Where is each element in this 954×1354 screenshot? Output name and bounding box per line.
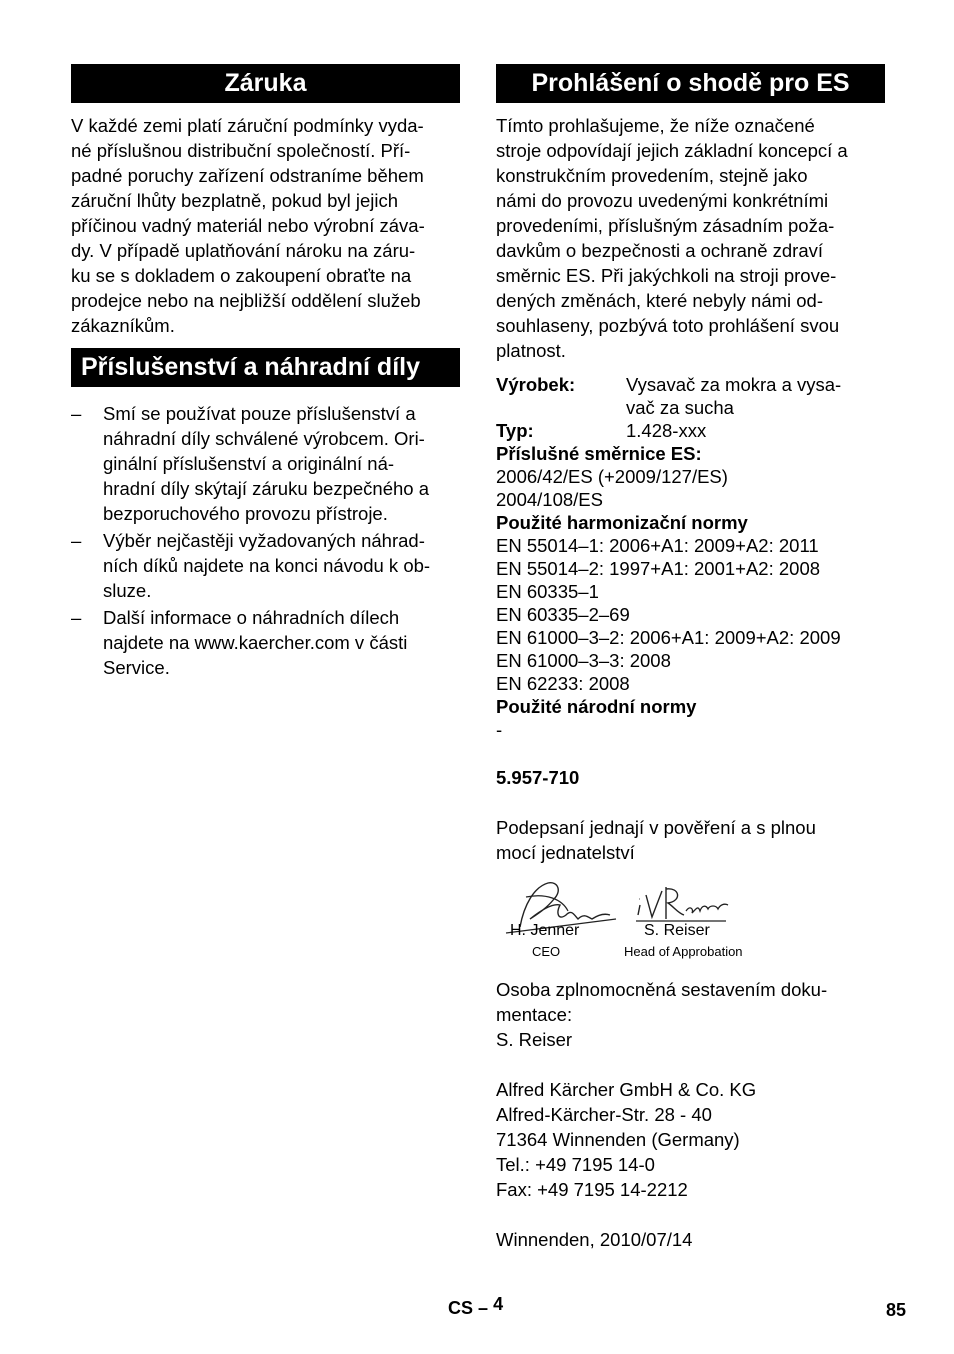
footer-section-label: CS – 4 <box>448 1294 504 1318</box>
left-column <box>71 64 460 682</box>
place-date: Winnenden, 2010/07/14 <box>496 1229 693 1250</box>
accessories-title: Příslušenství a náhradní díly <box>71 348 460 387</box>
authorized-person: Osoba zplnomocněná sestavením doku- mentace: S. Reiser <box>496 979 828 1050</box>
type-row: Typ: 1.428-xxx <box>496 420 707 441</box>
product-details: Výrobek: Vysavač za mokra a vysa- vač za sucha Typ: 1.428-xxx Příslušné směrnice ES: 2006/42/ES (+2009/127/ES) 2004/108/ES Použité harmonizační normy EN 55014–1: 2006+A1: 2009+A2: 2011 EN 55014–2: 1997+A1: 2001+A2: 2008 EN 60335–1 EN 60335–2–69 EN 61000–3–2: 2006+A1: 2009+A2: 2009 EN 61000–3–3: 2008 EN 62233: 2008 Použité národní normy - <box>496 373 885 741</box>
product-row: Výrobek: Vysavač za mokra a vysa- vač za sucha <box>496 374 842 418</box>
signatures <box>496 875 885 965</box>
list-item: – Další informace o náhradních dílech najdete na www.kaercher.com v části Service. <box>71 607 408 678</box>
signatory-name: S. Reiser <box>644 922 710 939</box>
declaration-intro: Tímto prohlašujeme, že níže označené stroje odpovídají jejich základní koncepcí a konstrukčním provedením, stejně jako námi do provozu uvedenými konkrétními provedeními, příslušným zásadním poža- davkům o bezpečnosti a ochraně zdraví směrnic ES. Při jakýchkoli na stroji prove- dených změnách, které nebyly námi od- souhlaseny, pozbývá toto prohlášení svou platnost. <box>496 115 848 361</box>
directives-label: Příslušné směrnice ES: <box>496 443 702 464</box>
national-label: Použité národní normy <box>496 696 697 717</box>
signed-text: Podepsaní jednají v pověření a s plnou mocí jednatelství <box>496 817 816 863</box>
warranty-title: Záruka <box>71 64 460 103</box>
accessories-list <box>71 401 460 680</box>
signatory-name: H. Jenner <box>510 922 580 939</box>
signatory-role: Head of Approbation <box>624 944 743 959</box>
signatory-role: CEO <box>532 944 561 959</box>
doc-number: 5.957-710 <box>496 767 580 788</box>
warranty-text: V každé zemi platí záruční podmínky vyda- né příslušnou distribuční společností. Pří- padné poruchy zařízení odstraníme během záruční lhůty bezplatně, pokud byl jejich příčinou vadný materiál nebo výrobní záva- dy. V případě uplatňování nároku na záru- ku se s dokladem o zakoupení obraťte na prodejce nebo na nejbližší oddělení služeb zákazníkům. <box>71 115 425 336</box>
declaration-title: Prohlášení o shodě pro ES <box>496 64 885 103</box>
list-item: – Výběr nejčastěji vyžadovaných náhrad- ních díků najdete na konci návodu k ob- sluze. <box>71 530 431 601</box>
list-item: – Smí se používat pouze příslušenství a náhradní díly schválené výrobcem. Ori- ginální příslušenství a originální ná- hradní díly skýtají záruku bezpečného a bezporuchového provozu přístroje. <box>71 403 429 524</box>
harmonized-label: Použité harmonizační normy <box>496 512 748 533</box>
company-address: Alfred Kärcher GmbH & Co. KG Alfred-Kärcher-Str. 28 - 40 71364 Winnenden (Germany) Tel.: +49 7195 14-0 Fax: +49 7195 14-2212 <box>496 1079 757 1200</box>
page-number: 85 <box>885 1300 906 1320</box>
right-column <box>496 64 885 1252</box>
